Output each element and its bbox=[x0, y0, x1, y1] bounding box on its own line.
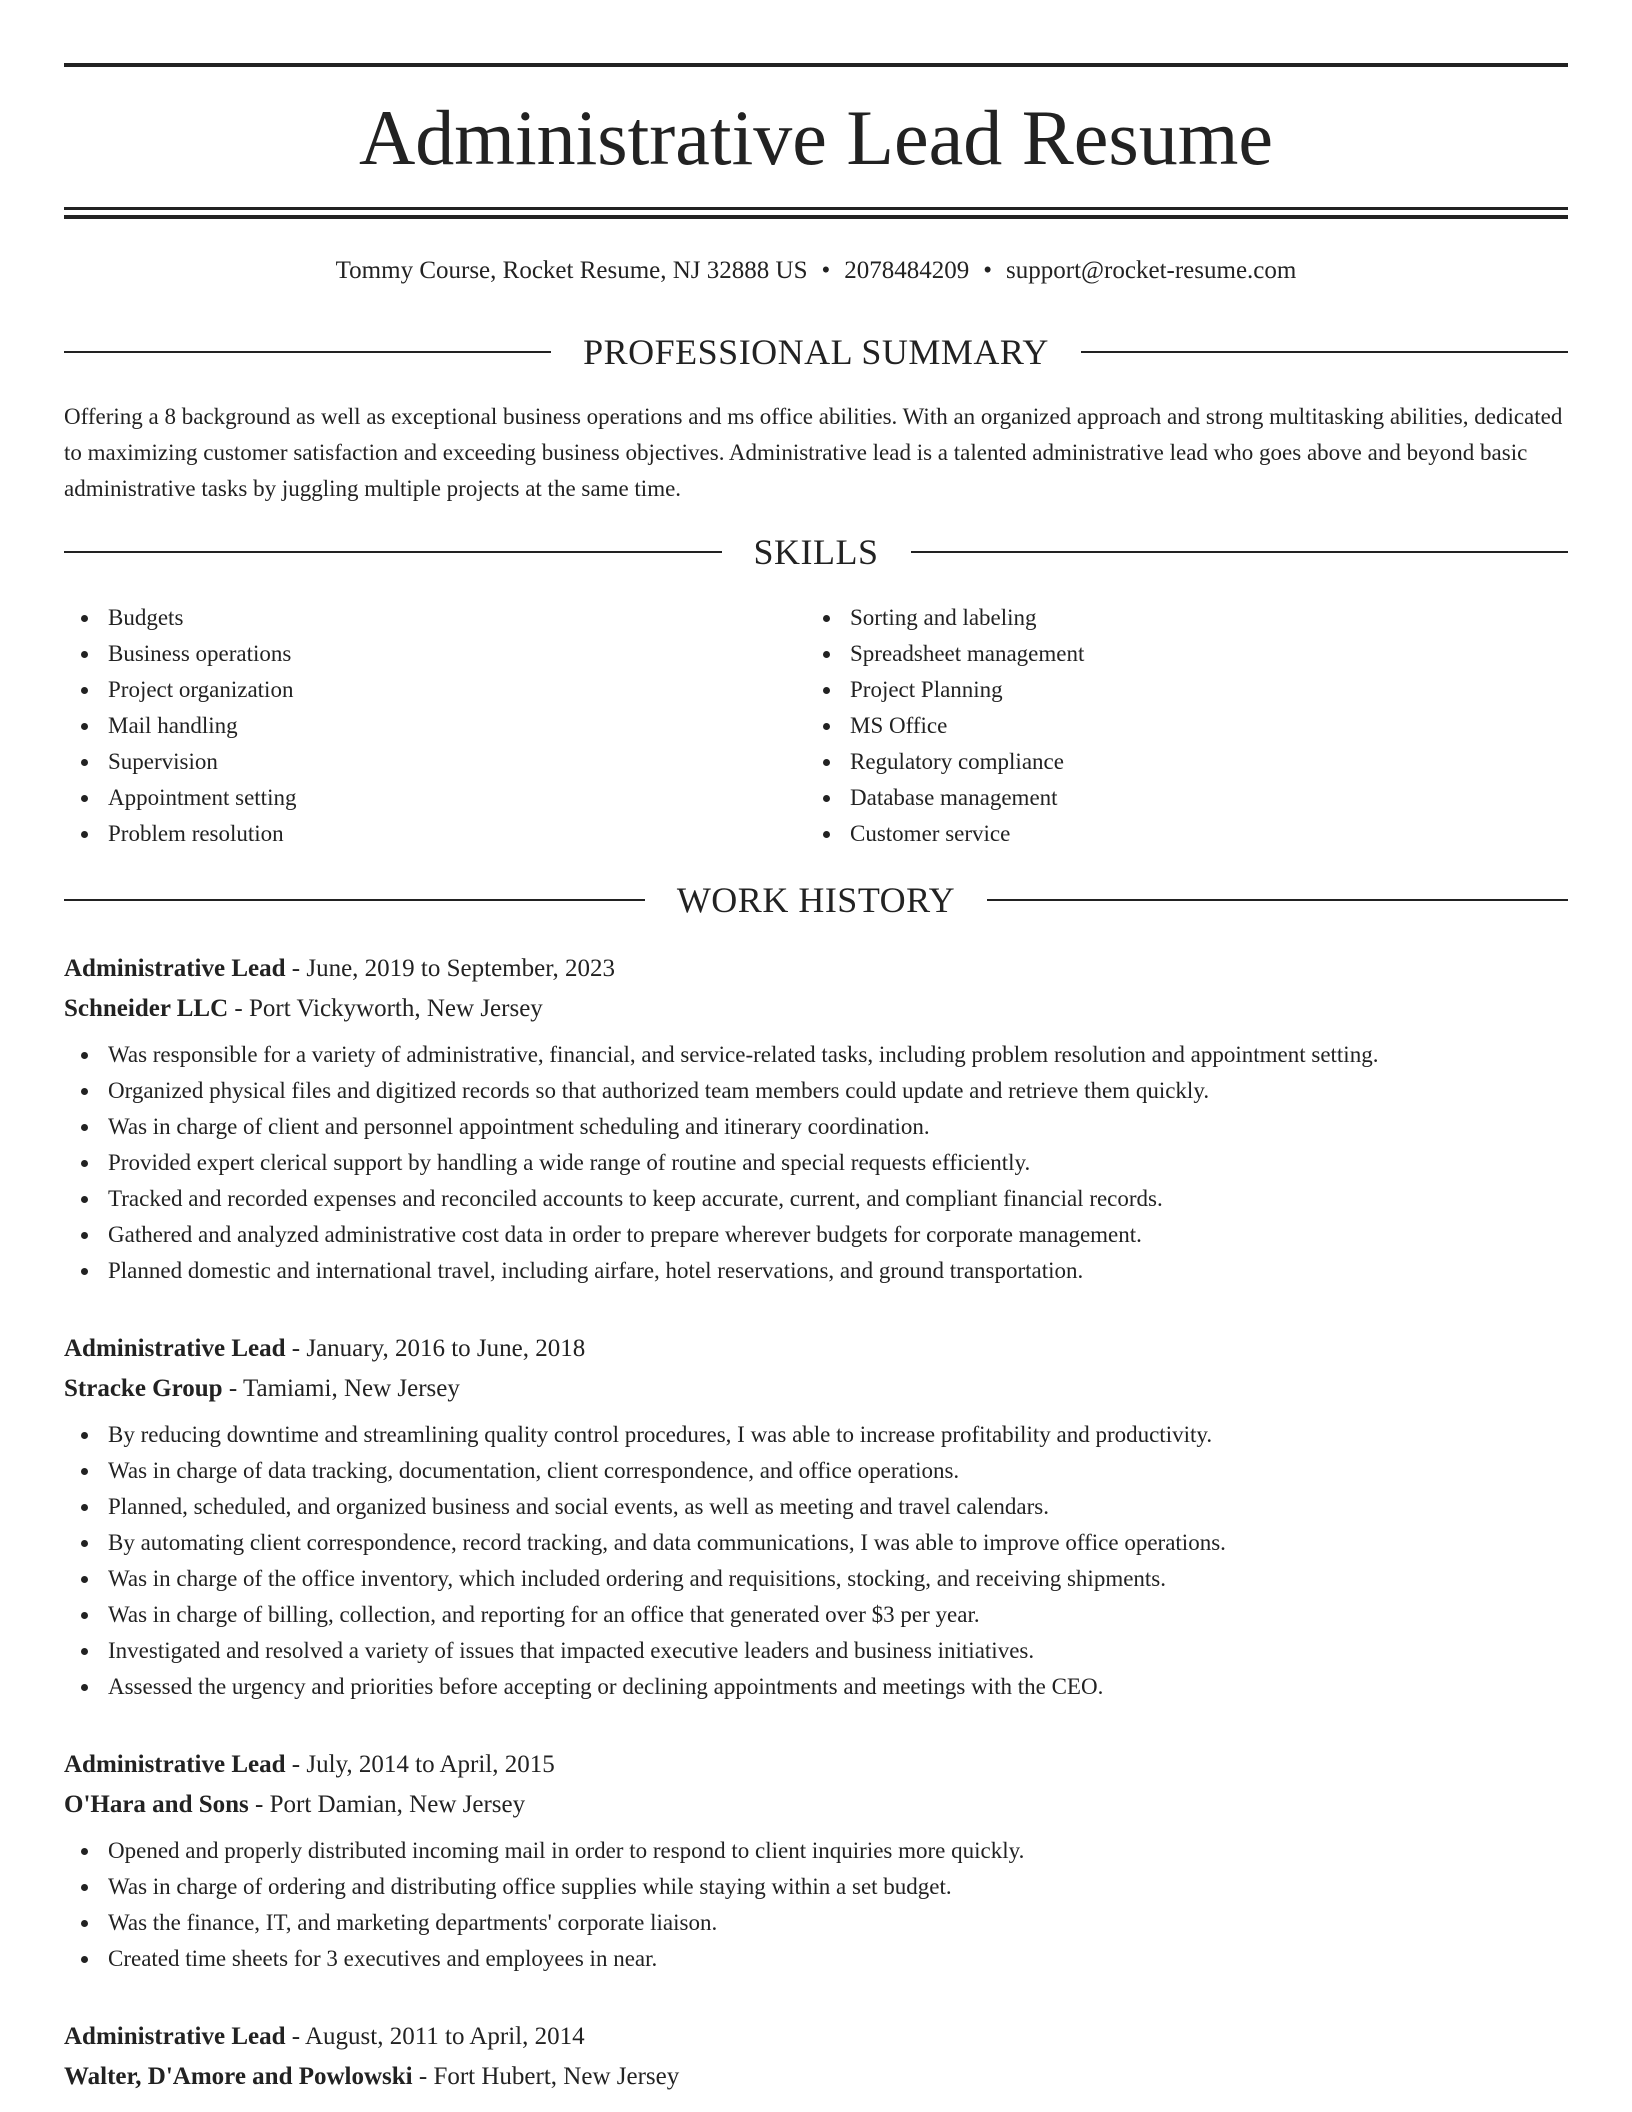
company-name: Walter, D'Amore and Powlowski bbox=[64, 2063, 413, 2090]
heading-rule bbox=[987, 899, 1568, 901]
skill-item: MS Office bbox=[806, 708, 1548, 744]
top-rule bbox=[64, 63, 1568, 67]
heading-rule bbox=[1081, 351, 1568, 353]
heading-rule bbox=[64, 351, 551, 353]
skill-item: Database management bbox=[806, 780, 1548, 816]
job-entry bbox=[64, 2017, 1568, 2097]
duty-item: Assessed the urgency and priorities before accepting or declining appointments and meetings with the CEO. bbox=[64, 1669, 1568, 1705]
company-location: - Fort Hubert, New Jersey bbox=[412, 2063, 680, 2090]
job-dates: - August, 2011 to April, 2014 bbox=[285, 2023, 585, 2050]
skill-item: Supervision bbox=[64, 744, 806, 780]
duty-item: Planned, scheduled, and organized business and social events, as well as meeting and travel calendars. bbox=[64, 1489, 1568, 1525]
job-employer bbox=[64, 2057, 1568, 2097]
section-heading-summary bbox=[64, 330, 1568, 374]
contact-line bbox=[64, 255, 1568, 287]
duty-item: Was in charge of the office inventory, which included ordering and requisitions, stocking, and receiving shipments. bbox=[64, 1561, 1568, 1597]
company-location: - Tamiami, New Jersey bbox=[222, 1375, 460, 1402]
job-heading bbox=[64, 949, 1568, 989]
skill-item: Sorting and labeling bbox=[806, 600, 1548, 636]
skills-column-left bbox=[64, 600, 806, 852]
duty-item: Was in charge of billing, collection, and reporting for an office that generated over $3 per year. bbox=[64, 1597, 1568, 1633]
job-employer bbox=[64, 1369, 1568, 1409]
section-heading-skills bbox=[64, 530, 1568, 574]
skill-item: Appointment setting bbox=[64, 780, 806, 816]
skill-item: Problem resolution bbox=[64, 816, 806, 852]
contact-email: support@rocket-resume.com bbox=[1006, 257, 1297, 284]
job-duties bbox=[64, 1833, 1568, 1977]
section-title: WORK HISTORY bbox=[676, 880, 956, 920]
heading-rule bbox=[911, 551, 1569, 553]
job-title: Administrative Lead bbox=[64, 955, 286, 982]
job-dates: - January, 2016 to June, 2018 bbox=[285, 1335, 586, 1362]
contact-separator: • bbox=[821, 257, 831, 284]
skills-column-right bbox=[806, 600, 1548, 852]
job-duties bbox=[64, 1417, 1568, 1705]
duty-item: Organized physical files and digitized records so that authorized team members could update and retrieve them quickly. bbox=[64, 1073, 1568, 1109]
duty-item: Provided expert clerical support by handling a wide range of routine and special requests efficiently. bbox=[64, 1145, 1568, 1181]
job-dates: - June, 2019 to September, 2023 bbox=[285, 955, 616, 982]
skill-item: Mail handling bbox=[64, 708, 806, 744]
duty-item: Was in charge of data tracking, documentation, client correspondence, and office operations. bbox=[64, 1453, 1568, 1489]
company-location: - Port Vickyworth, New Jersey bbox=[228, 995, 543, 1022]
duty-item: Investigated and resolved a variety of issues that impacted executive leaders and business initiatives. bbox=[64, 1633, 1568, 1669]
skill-item: Project organization bbox=[64, 672, 806, 708]
job-duties bbox=[64, 1037, 1568, 1289]
skills-list bbox=[64, 600, 1568, 852]
job-heading bbox=[64, 2017, 1568, 2057]
skill-item: Regulatory compliance bbox=[806, 744, 1548, 780]
document-title: Administrative Lead Resume bbox=[358, 94, 1274, 181]
duty-item: Tracked and recorded expenses and reconciled accounts to keep accurate, current, and compliant financial records. bbox=[64, 1181, 1568, 1217]
duty-item: Planned domestic and international travel, including airfare, hotel reservations, and ground transportation. bbox=[64, 1253, 1568, 1289]
company-name: O'Hara and Sons bbox=[64, 1791, 249, 1818]
job-heading bbox=[64, 1329, 1568, 1369]
job-entry bbox=[64, 1745, 1568, 1977]
section-title: SKILLS bbox=[753, 532, 879, 572]
duty-item: Opened and properly distributed incoming mail in order to respond to client inquiries more quickly. bbox=[64, 1833, 1568, 1869]
job-employer bbox=[64, 1785, 1568, 1825]
section-heading-work-history bbox=[64, 878, 1568, 922]
skill-item: Spreadsheet management bbox=[806, 636, 1548, 672]
job-employer bbox=[64, 989, 1568, 1029]
job-title: Administrative Lead bbox=[64, 1335, 286, 1362]
title-rule-lower bbox=[64, 215, 1568, 219]
duty-item: By automating client correspondence, record tracking, and data communications, I was able to improve office operations. bbox=[64, 1525, 1568, 1561]
contact-address: Tommy Course, Rocket Resume, NJ 32888 US bbox=[335, 257, 808, 284]
heading-rule bbox=[64, 551, 722, 553]
skill-item: Budgets bbox=[64, 600, 806, 636]
duty-item: Created time sheets for 3 executives and employees in near. bbox=[64, 1941, 1568, 1977]
company-name: Schneider LLC bbox=[64, 995, 229, 1022]
skill-item: Project Planning bbox=[806, 672, 1548, 708]
job-entry bbox=[64, 1329, 1568, 1705]
duty-item: Was responsible for a variety of administrative, financial, and service-related tasks, including problem resolution and appointment setting. bbox=[64, 1037, 1568, 1073]
summary-text: Offering a 8 background as well as exceptional business operations and ms office abilities. With an organized approach and strong multitasking abilities, dedicated to maximizing customer satisfaction and exceeding business objectives. Administrative lead is a talented administrative lead who goes above and beyond basic administrative tasks by juggling multiple projects at the same time. bbox=[64, 404, 1563, 501]
skill-item: Customer service bbox=[806, 816, 1548, 852]
title-rule-upper bbox=[64, 207, 1568, 210]
section-title: PROFESSIONAL SUMMARY bbox=[583, 332, 1049, 372]
duty-item: Was the finance, IT, and marketing departments' corporate liaison. bbox=[64, 1905, 1568, 1941]
job-title: Administrative Lead bbox=[64, 1751, 286, 1778]
duty-item: Was in charge of client and personnel appointment scheduling and itinerary coordination. bbox=[64, 1109, 1568, 1145]
duty-item: By reducing downtime and streamlining quality control procedures, I was able to increase profitability and productivity. bbox=[64, 1417, 1568, 1453]
contact-phone: 2078484209 bbox=[844, 257, 970, 284]
company-location: - Port Damian, New Jersey bbox=[248, 1791, 526, 1818]
contact-separator: • bbox=[983, 257, 993, 284]
job-title: Administrative Lead bbox=[64, 2023, 286, 2050]
duty-item: Was in charge of ordering and distributing office supplies while staying within a set budget. bbox=[64, 1869, 1568, 1905]
job-entry bbox=[64, 949, 1568, 1289]
heading-rule bbox=[64, 899, 645, 901]
job-dates: - July, 2014 to April, 2015 bbox=[285, 1751, 555, 1778]
company-name: Stracke Group bbox=[64, 1375, 223, 1402]
duty-item: Gathered and analyzed administrative cost data in order to prepare wherever budgets for corporate management. bbox=[64, 1217, 1568, 1253]
job-heading bbox=[64, 1745, 1568, 1785]
skill-item: Business operations bbox=[64, 636, 806, 672]
